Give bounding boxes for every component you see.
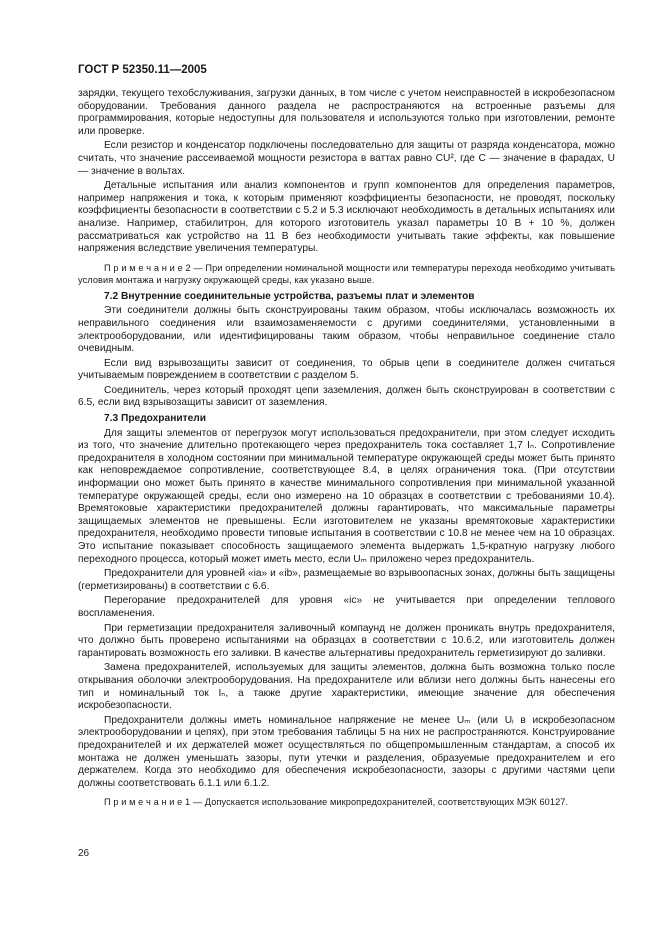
- document-header: ГОСТ Р 52350.11—2005: [78, 64, 207, 76]
- section-heading: 7.3 Предохранители: [104, 413, 206, 425]
- document-body: [78, 88, 615, 813]
- paragraph: Замена предохранителей, используемых для защиты элементов, должна быть возможна только после открывания оболочки электрооборудования. На предохранителе или вблизи него должны быть нанесены его тип и номинальный ток Iₙ, а также другие характеристики, имеющие значение для обеспечения искробезопасности.: [78, 662, 615, 712]
- paragraph: Эти соединители должны быть сконструированы таким образом, чтобы исключалась возможность их неправильного соединения или взаимозаменяемости с другими соединителями, установленными в электрооборудовании, или идентифицированы таким образом, чтобы неправильное соединение стало очевидным.: [78, 305, 615, 355]
- paragraph: Если резистор и конденсатор подключены последовательно для защиты от разряда конденсатора, можно считать, что значение рассеиваемой мощности резистора в ваттах равно CU², где C — значение в фарадах, U — значение в вольтах.: [78, 140, 615, 177]
- paragraph: При герметизации предохранителя заливочный компаунд не должен проникать внутрь предохранителя, что должно быть проверено испытаниями на образцах в соответствии с 10.6.2, или изготовитель должен гарантировать возможность его заливки. В качестве альтернативы предохранитель герметизируют до заливки.: [78, 622, 615, 659]
- page-number: 26: [78, 848, 90, 859]
- paragraph: Соединитель, через который проходят цепи заземления, должен быть сконструирован в соответствии с 6.5, если вид взрывозащиты зависит от заземления.: [78, 384, 615, 409]
- paragraph: Перегорание предохранителей для уровня «ic» не учитывается при определении теплового воспламенения.: [78, 595, 615, 619]
- paragraph: Для защиты элементов от перегрузок могут использоваться предохранители, при этом следует исходить из того, что значение длительно протекающего через предохранитель тока составляет 1,7 Iₙ. Сопротивление предохранителя в холодном состоянии при минимальной температуре окружающей среды может быть принято как неповреждаемое сопротивление, соответствующее 8.4, в целях ограничения тока. (При отсутствии информации оно может быть принято в качестве минимального сопротивления при минимальной указанной температуре окружающей среды, если оно измерено на 10 образцах в соответствии с требованиями 10.4). Времятоковые характеристики предохранителей должны гарантировать, что максимальные параметры защищаемых элементов не превышены. Если изготовителем не указаны времятоковые характеристики предохранителя, необходимо провести типовые испытания в соответствии с 10.8 не менее чем на 10 образцах. Это испытание показывает способность защищаемого элемента выдержать 1,5-кратную нагрузку любого переходного процесса, который может иметь место, если Uₘ приложено через предохранитель.: [78, 427, 615, 565]
- paragraph: Предохранители для уровней «ia» и «ib», размещаемые во взрывоопасных зонах, должны быть защищены (герметизированы) в соответствии с 6.6.: [78, 568, 615, 592]
- paragraph: зарядки, текущего техобслуживания, загрузки данных, в том числе с учетом неисправностей в искробезопасном оборудовании. Требования данного раздела не распространяются на встроенные разъемы для программирования, которые недоступны для пользователя и используются только при изготовлении, ремонте или проверке.: [78, 88, 615, 137]
- paragraph: Детальные испытания или анализ компонентов и групп компонентов для определения параметров, например напряжения и тока, к которым применяют коэффициенты безопасности, не проводят, поскольку коэффициенты безопасности в соответствии с 5.2 и 5.3 исключают необходимость в детальных испытаниях или анализе. Например, стабилитрон, для которого изготовитель указал параметры 10 В + 10 %, должен рассматриваться как устройство на 11 В без необходимости учитывать такие эффекты, как повышение напряжения вследствие увеличения температуры.: [78, 180, 615, 255]
- note: П р и м е ч а н и е 2 — При определении номинальной мощности или температуры перехода необходимо учитывать условия монтажа и нагрузку окружающей среды, как указано выше.: [78, 262, 615, 285]
- paragraph: Предохранители должны иметь номинальное напряжение не менее Uₘ (или Uᵢ в искробезопасном электрооборудовании и цепях), при этом требования таблицы 5 на них не распространяются. Конструирование предохранителей и их держателей может осуществляться по общепромышленным стандартам, а способ их монтажа не должен уменьшать зазоры, пути утечки и разделения, образуемые предохранителем и его держателем. Когда это необходимо для обеспечения искробезопасности, зазоры с другими частями цепи должны соответствовать 6.1.1 или 6.1.2.: [78, 714, 615, 789]
- section-heading: 7.2 Внутренние соединительные устройства, разъемы плат и элементов: [104, 290, 475, 302]
- paragraph: Если вид взрывозащиты зависит от соединения, то обрыв цепи в соединителе должен считаться учитываемым повреждением в соответствии с разделом 5.: [78, 357, 615, 382]
- note: П р и м е ч а н и е 1 — Допускается использование микропредохранителей, соответствующих МЭК 60127.: [104, 797, 569, 808]
